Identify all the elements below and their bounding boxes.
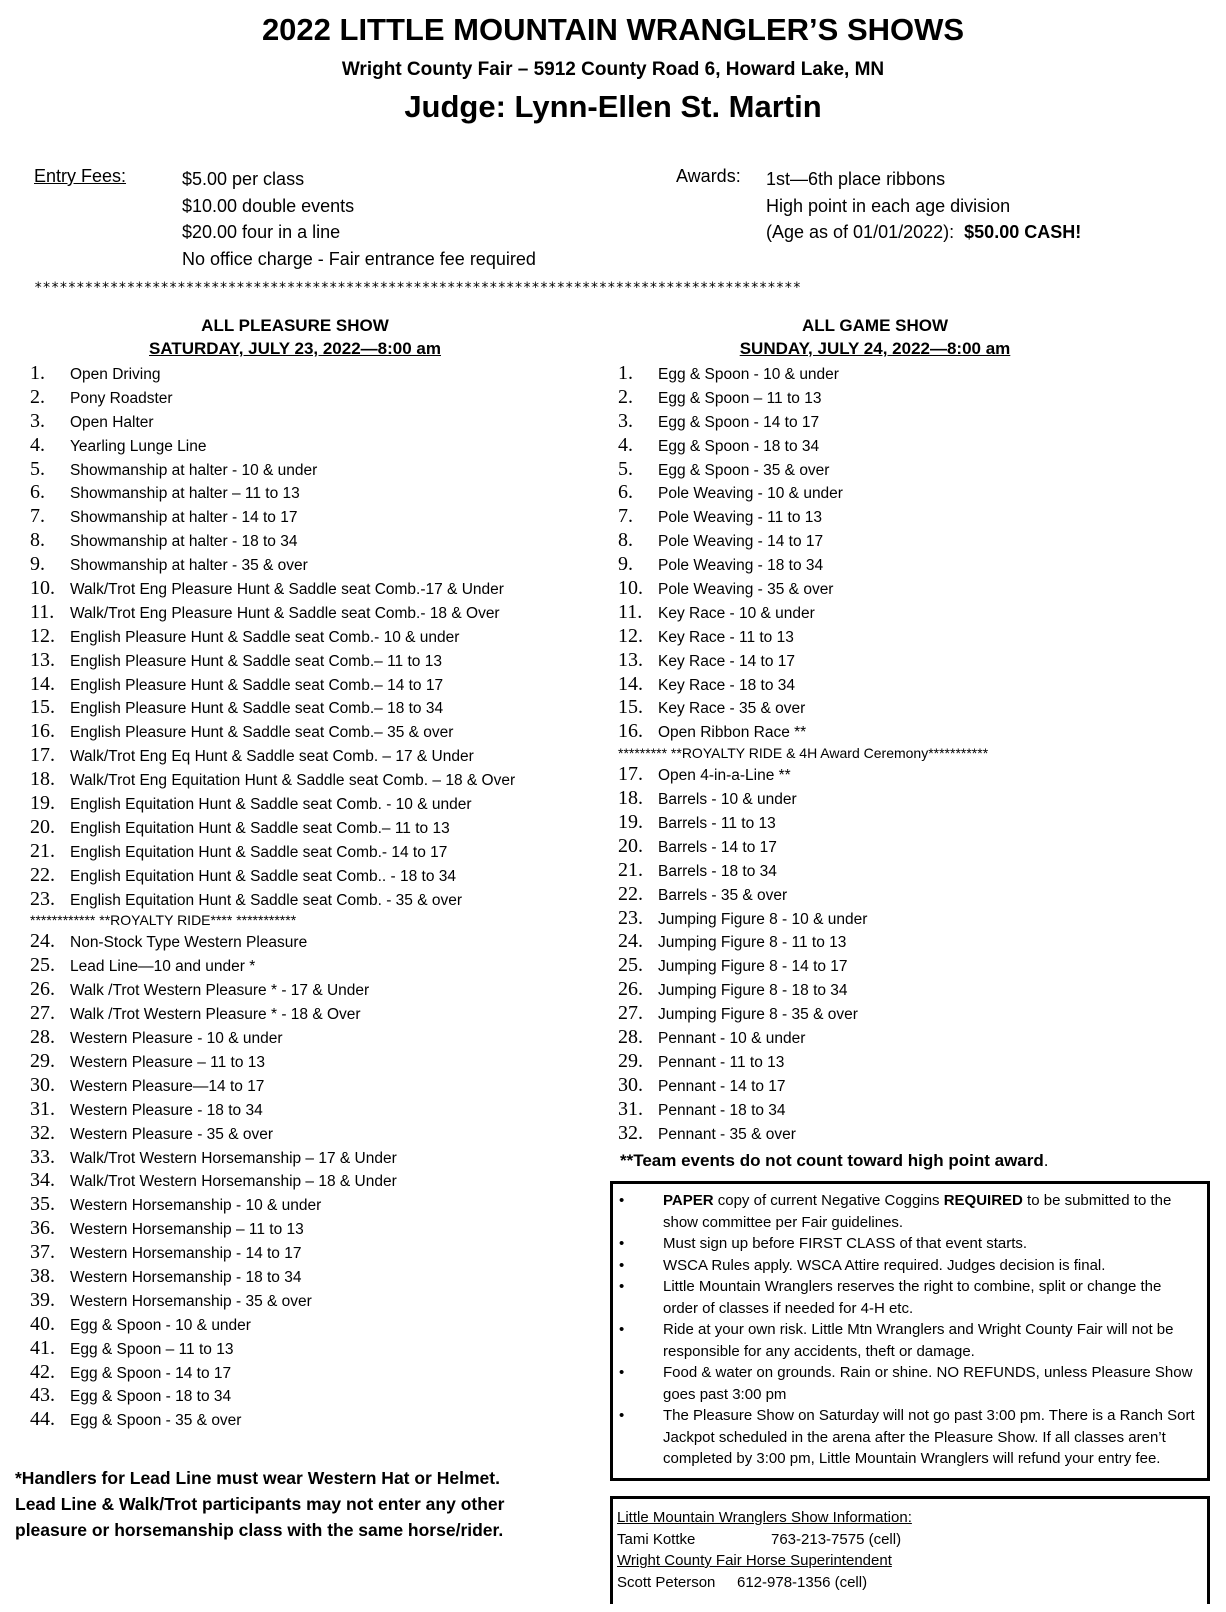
class-item: [618, 811, 988, 835]
class-number: 8.: [618, 529, 633, 552]
rule-item: • Food & water on grounds. Rain or shine. NO REFUNDS, unless Pleasure Show goes past 3:00 pm: [619, 1364, 1193, 1403]
class-name: Non-Stock Type Western Pleasure: [70, 934, 308, 952]
bullet-icon: •: [619, 1235, 625, 1252]
class-name: Egg & Spoon - 10 & under: [70, 1316, 251, 1334]
class-item: [30, 1050, 515, 1074]
game-show-title: ALL GAME SHOW: [801, 316, 949, 335]
class-item: [618, 386, 988, 410]
class-name: English Equitation Hunt & Saddle seat Comb.– 11 to 13: [70, 819, 450, 837]
class-name: Key Race - 10 & under: [658, 604, 815, 622]
class-item: [618, 505, 988, 529]
class-number: 26.: [30, 978, 55, 1001]
class-name: Open 4-in-a-Line **: [658, 767, 791, 785]
class-item: [618, 1074, 988, 1098]
entry-fees-label: Entry Fees:: [34, 166, 127, 186]
class-item: [30, 840, 515, 864]
class-name: Key Race - 11 to 13: [658, 628, 794, 646]
royalty-ride-divider: ********* **ROYALTY RIDE & 4H Award Ceremony***********: [618, 745, 989, 762]
class-number: 37.: [30, 1241, 55, 1264]
pleasure-show-title: ALL PLEASURE SHOW: [201, 316, 389, 335]
class-number: 12.: [618, 624, 643, 647]
class-item: [30, 864, 515, 888]
class-number: 12.: [30, 624, 55, 647]
class-name: Egg & Spoon - 14 to 17: [70, 1364, 232, 1382]
class-number: 23.: [618, 906, 643, 929]
bullet-icon: •: [619, 1321, 625, 1338]
class-number: 11.: [618, 600, 643, 623]
class-name: English Equitation Hunt & Saddle seat Comb. - 10 & under: [70, 796, 472, 814]
class-item: [618, 481, 988, 505]
class-name: Showmanship at halter - 35 & over: [70, 557, 308, 575]
class-number: 4.: [618, 433, 633, 456]
class-item: [618, 529, 988, 553]
class-number: 20.: [618, 834, 643, 857]
class-number: 16.: [618, 720, 643, 743]
class-number: 38.: [30, 1264, 55, 1287]
class-name: Egg & Spoon - 35 & over: [658, 461, 830, 479]
class-item: [30, 625, 515, 649]
class-item: [618, 625, 988, 649]
class-name: English Equitation Hunt & Saddle seat Comb.. - 18 to 34: [70, 867, 457, 885]
contact-heading: Wright County Fair Horse Superintendent: [617, 1552, 892, 1569]
class-name: Yearling Lunge Line: [70, 437, 207, 455]
class-name: Showmanship at halter - 18 to 34: [70, 533, 298, 551]
class-name: Pole Weaving - 35 & over: [658, 581, 834, 599]
class-number: 22.: [30, 863, 55, 886]
class-number: 36.: [30, 1217, 55, 1240]
class-name: Open Ribbon Race **: [658, 724, 807, 742]
class-number: 7.: [618, 505, 633, 528]
class-item: [618, 601, 988, 625]
class-item: [618, 696, 988, 720]
rule-item: • WSCA Rules apply. WSCA Attire required. Judges decision is final.: [617, 1255, 1199, 1277]
class-name: Jumping Figure 8 - 11 to 13: [658, 934, 847, 952]
class-name: Walk /Trot Western Pleasure * - 18 & Over: [70, 1006, 361, 1024]
class-name: Showmanship at halter - 14 to 17: [70, 509, 298, 527]
class-item: [30, 673, 515, 697]
royalty-ride-divider: ************ **ROYALTY RIDE**** ***********: [30, 912, 297, 929]
class-item: [618, 577, 988, 601]
class-number: 31.: [618, 1097, 643, 1120]
class-name: Walk/Trot Eng Equitation Hunt & Saddle seat Comb. – 18 & Over: [70, 772, 516, 790]
class-number: 24.: [618, 930, 643, 953]
class-number: 43.: [30, 1384, 55, 1407]
award-item: [766, 219, 1081, 246]
awards-label: Awards:: [676, 166, 741, 186]
class-item: [618, 763, 988, 787]
class-name: Barrels - 14 to 17: [658, 838, 777, 856]
awards-list: [766, 166, 1081, 246]
class-item: [30, 1289, 515, 1313]
class-number: 32.: [30, 1121, 55, 1144]
class-item: [30, 1193, 515, 1217]
class-number: 2.: [30, 385, 45, 408]
class-item: [618, 553, 988, 577]
class-item: [618, 458, 988, 482]
class-number: 14.: [618, 672, 643, 695]
class-item: [30, 505, 515, 529]
bullet-icon: •: [619, 1278, 625, 1295]
class-name: Egg & Spoon - 18 to 34: [70, 1388, 232, 1406]
class-item: [618, 930, 988, 954]
class-number: 27.: [618, 1002, 643, 1025]
class-item: [30, 1241, 515, 1265]
class-number: 21.: [618, 858, 643, 881]
class-number: 14.: [30, 672, 55, 695]
section-divider: *******************************************************************************************: [34, 280, 802, 296]
class-item: [618, 978, 988, 1002]
class-number: 18.: [618, 787, 643, 810]
fee-item: No office charge - Fair entrance fee required: [182, 248, 536, 269]
award-item: 1st—6th place ribbons: [766, 169, 946, 189]
class-name: Jumping Figure 8 - 35 & over: [658, 1006, 858, 1024]
class-name: Walk/Trot Eng Pleasure Hunt & Saddle seat Comb.-17 & Under: [70, 581, 504, 599]
class-name: Pony Roadster: [70, 389, 173, 407]
class-number: 13.: [618, 648, 643, 671]
rule-item: • Ride at your own risk. Little Mtn Wranglers and Wright County Fair will not be responsible for any accidents, theft or damage.: [619, 1321, 1174, 1360]
class-item: [618, 410, 988, 434]
bullet-icon: •: [619, 1407, 625, 1424]
class-item: [30, 577, 515, 601]
contact-row: [617, 1572, 1207, 1594]
bullet-icon: •: [619, 1192, 625, 1209]
class-number: 29.: [618, 1049, 643, 1072]
award-item: High point in each age division: [766, 195, 1011, 216]
contact-heading: Little Mountain Wranglers Show Information:: [617, 1509, 912, 1526]
class-name: Barrels - 11 to 13: [658, 815, 776, 833]
class-item: [618, 649, 988, 673]
class-item: [618, 720, 988, 744]
rules-box: [610, 1181, 1210, 1481]
class-number: 2.: [618, 385, 633, 408]
class-item: [30, 1169, 515, 1193]
class-item: [30, 696, 515, 720]
class-name: English Pleasure Hunt & Saddle seat Comb.- 10 & under: [70, 628, 460, 646]
class-name: Pole Weaving - 10 & under: [658, 485, 843, 503]
rule-item: • PAPER copy of current Negative Coggins REQUIRED to be submitted to the show committee per Fair guidelines.: [619, 1192, 1172, 1231]
class-name: English Equitation Hunt & Saddle seat Comb. - 35 & over: [70, 891, 463, 909]
class-name: Walk/Trot Western Horsemanship – 18 & Under: [70, 1173, 397, 1191]
class-number: 32.: [618, 1121, 643, 1144]
class-name: Jumping Figure 8 - 14 to 17: [658, 958, 848, 976]
class-item: [30, 1146, 515, 1170]
class-name: Western Pleasure - 10 & under: [70, 1030, 283, 1048]
class-number: 17.: [30, 744, 55, 767]
class-number: 5.: [618, 457, 633, 480]
class-item: [618, 883, 988, 907]
class-number: 3.: [30, 409, 45, 432]
class-name: Egg & Spoon – 11 to 13: [658, 389, 822, 407]
class-item: [30, 649, 515, 673]
class-number: 20.: [30, 815, 55, 838]
class-number: 21.: [30, 839, 55, 862]
class-name: Pennant - 14 to 17: [658, 1077, 786, 1095]
class-number: 25.: [618, 954, 643, 977]
contact-box: [610, 1496, 1210, 1604]
class-name: Egg & Spoon - 10 & under: [658, 366, 839, 383]
class-item: [30, 434, 515, 458]
class-name: Egg & Spoon - 35 & over: [70, 1412, 242, 1430]
class-item: [30, 1313, 515, 1337]
class-item: [30, 1361, 515, 1385]
class-name: Western Horsemanship – 11 to 13: [70, 1221, 304, 1239]
class-item: [30, 553, 515, 577]
class-item: [30, 1337, 515, 1361]
class-number: 28.: [618, 1026, 643, 1049]
class-number: 6.: [30, 481, 45, 504]
class-number: 7.: [30, 505, 45, 528]
class-item: [618, 1050, 988, 1074]
class-name: Walk/Trot Eng Pleasure Hunt & Saddle seat Comb.- 18 & Over: [70, 604, 500, 622]
event-location: Wright County Fair – 5912 County Road 6, Howard Lake, MN: [341, 59, 885, 80]
class-item: [618, 787, 988, 811]
class-number: 1.: [618, 362, 633, 384]
class-item: [30, 888, 515, 912]
class-name: English Equitation Hunt & Saddle seat Comb.- 14 to 17: [70, 843, 448, 861]
class-item: [30, 1384, 515, 1408]
class-number: 15.: [30, 696, 55, 719]
class-number: 26.: [618, 978, 643, 1001]
rule-item: • Little Mountain Wranglers reserves the right to combine, split or change the order of classes if needed for 4-H etc.: [619, 1278, 1162, 1317]
class-number: 9.: [618, 553, 633, 576]
page-title: 2022 LITTLE MOUNTAIN WRANGLER’S SHOWS: [261, 12, 965, 47]
class-number: 33.: [30, 1145, 55, 1168]
class-name: Showmanship at halter - 10 & under: [70, 461, 318, 479]
class-item: [618, 362, 988, 386]
class-name: Western Horsemanship - 35 & over: [70, 1292, 312, 1310]
class-name: Key Race - 18 to 34: [658, 676, 795, 694]
class-name: Open Halter: [70, 413, 154, 431]
class-number: 11.: [30, 600, 55, 623]
class-item: [618, 1002, 988, 1026]
class-item: [618, 434, 988, 458]
class-number: 19.: [618, 811, 643, 834]
class-item: [30, 768, 515, 792]
pleasure-show-date: SATURDAY, JULY 23, 2022—8:00 am: [149, 339, 441, 358]
class-name: Western Pleasure - 18 to 34: [70, 1101, 263, 1119]
pleasure-show-heading: [60, 314, 530, 360]
class-number: 39.: [30, 1288, 55, 1311]
class-item: [30, 1122, 515, 1146]
contact-phone: 763-213-7575 (cell): [771, 1530, 902, 1548]
bullet-icon: •: [619, 1364, 625, 1381]
class-item: [618, 954, 988, 978]
class-name: Egg & Spoon - 18 to 34: [658, 437, 820, 455]
class-number: 15.: [618, 696, 643, 719]
class-name: Lead Line—10 and under *: [70, 958, 256, 976]
class-number: 30.: [30, 1073, 55, 1096]
rule-item: • The Pleasure Show on Saturday will not go past 3:00 pm. There is a Ranch Sort Jackpot scheduled in the arena after the Pleasure Show. If all classes aren’t completed by 3:00 pm, Little Mountain Wranglers will refund your entry fee.: [619, 1407, 1195, 1467]
class-item: [30, 458, 515, 482]
class-number: 19.: [30, 792, 55, 815]
lead-line-note: *Handlers for Lead Line must wear Western Hat or Helmet. Lead Line & Walk/Trot participants may not enter any other pleasure or horsemanship class with the same horse/rider.: [15, 1468, 505, 1540]
class-name: Jumping Figure 8 - 10 & under: [658, 910, 868, 928]
contact-name: Scott Peterson: [617, 1573, 716, 1591]
team-events-note: **Team events do not count toward high point award.: [620, 1151, 1049, 1170]
class-item: [30, 1265, 515, 1289]
class-item: [30, 816, 515, 840]
class-number: 18.: [30, 768, 55, 791]
class-number: 31.: [30, 1097, 55, 1120]
class-name: Western Horsemanship - 14 to 17: [70, 1245, 302, 1263]
class-item: [30, 1074, 515, 1098]
contact-phone: 612-978-1356 (cell): [737, 1573, 868, 1591]
class-item: [30, 954, 515, 978]
class-item: [618, 1026, 988, 1050]
class-item: [30, 1002, 515, 1026]
class-item: [618, 907, 988, 931]
class-item: [30, 529, 515, 553]
class-name: Open Driving: [70, 366, 161, 383]
class-number: 10.: [30, 577, 55, 600]
class-name: Showmanship at halter – 11 to 13: [70, 485, 300, 503]
class-item: [618, 1098, 988, 1122]
class-name: Western Horsemanship - 18 to 34: [70, 1268, 302, 1286]
class-number: 9.: [30, 553, 45, 576]
class-name: English Pleasure Hunt & Saddle seat Comb.– 11 to 13: [70, 652, 442, 670]
class-number: 40.: [30, 1312, 55, 1335]
class-number: 24.: [30, 930, 55, 953]
class-name: Egg & Spoon – 11 to 13: [70, 1340, 234, 1358]
class-number: 41.: [30, 1336, 55, 1359]
fee-item: $5.00 per class: [182, 169, 305, 189]
class-name: Pole Weaving - 14 to 17: [658, 533, 824, 551]
class-number: 34.: [30, 1169, 55, 1192]
class-item: [30, 386, 515, 410]
class-number: 13.: [30, 648, 55, 671]
class-name: Pole Weaving - 11 to 13: [658, 509, 822, 527]
class-number: 1.: [30, 362, 45, 384]
rule-item: • Must sign up before FIRST CLASS of that event starts.: [617, 1233, 1199, 1255]
judge-name: Judge: Lynn-Ellen St. Martin: [404, 89, 822, 124]
class-number: 42.: [30, 1360, 55, 1383]
class-item: [30, 481, 515, 505]
game-class-list: [618, 362, 988, 1146]
class-item: [30, 978, 515, 1002]
class-name: Egg & Spoon - 14 to 17: [658, 413, 820, 431]
class-name: Barrels - 35 & over: [658, 886, 788, 904]
contact-row: [617, 1529, 1207, 1551]
class-item: [30, 792, 515, 816]
class-item: [30, 930, 515, 954]
class-number: 5.: [30, 457, 45, 480]
class-name: Pennant - 35 & over: [658, 1125, 796, 1143]
class-name: Walk /Trot Western Pleasure * - 17 & Under: [70, 982, 370, 1000]
class-name: Western Pleasure—14 to 17: [70, 1077, 265, 1095]
class-number: 16.: [30, 720, 55, 743]
class-name: Barrels - 10 & under: [658, 791, 797, 809]
class-item: [30, 744, 515, 768]
class-number: 6.: [618, 481, 633, 504]
pleasure-class-list: [30, 362, 515, 1432]
class-name: Barrels - 18 to 34: [658, 862, 777, 880]
class-name: Pennant - 10 & under: [658, 1030, 806, 1048]
bullet-icon: •: [619, 1256, 625, 1274]
class-number: 10.: [618, 577, 643, 600]
award-cash: $50.00 CASH!: [964, 222, 1082, 242]
class-name: Jumping Figure 8 - 18 to 34: [658, 982, 848, 1000]
rules-list: [617, 1190, 1199, 1470]
class-name: Pole Weaving - 18 to 34: [658, 557, 824, 575]
class-number: 23.: [30, 887, 55, 910]
class-name: Western Pleasure – 11 to 13: [70, 1053, 266, 1071]
class-number: 8.: [30, 529, 45, 552]
class-name: Walk/Trot Eng Eq Hunt & Saddle seat Comb. – 17 & Under: [70, 748, 474, 766]
class-name: English Pleasure Hunt & Saddle seat Comb.– 35 & over: [70, 724, 454, 742]
fee-item: $10.00 double events: [182, 195, 355, 216]
class-name: Pennant - 18 to 34: [658, 1101, 786, 1119]
class-name: English Pleasure Hunt & Saddle seat Comb.– 14 to 17: [70, 676, 444, 694]
class-number: 29.: [30, 1049, 55, 1072]
class-name: Key Race - 35 & over: [658, 700, 806, 718]
award-age-note: (Age as of 01/01/2022):: [766, 222, 955, 242]
class-item: [30, 720, 515, 744]
class-name: Western Horsemanship - 10 & under: [70, 1197, 322, 1215]
game-show-date: SUNDAY, JULY 24, 2022—8:00 am: [739, 339, 1011, 358]
class-name: Western Pleasure - 35 & over: [70, 1125, 274, 1143]
class-name: Pennant - 11 to 13: [658, 1053, 785, 1071]
class-item: [618, 859, 988, 883]
class-item: [30, 410, 515, 434]
entry-fees-list: [182, 166, 536, 272]
class-name: English Pleasure Hunt & Saddle seat Comb.– 18 to 34: [70, 700, 444, 718]
fee-item: $20.00 four in a line: [182, 222, 341, 242]
class-number: 27.: [30, 1002, 55, 1025]
class-item: [618, 673, 988, 697]
class-number: 3.: [618, 409, 633, 432]
class-name: Key Race - 14 to 17: [658, 652, 795, 670]
class-number: 44.: [30, 1408, 55, 1431]
class-number: 17.: [618, 763, 643, 786]
class-item: [30, 1217, 515, 1241]
class-name: Walk/Trot Western Horsemanship – 17 & Under: [70, 1149, 397, 1167]
class-item: [618, 1122, 988, 1146]
game-show-heading: [640, 314, 1110, 360]
class-number: 30.: [618, 1073, 643, 1096]
class-number: 35.: [30, 1193, 55, 1216]
class-item: [30, 1408, 515, 1432]
class-item: [30, 1098, 515, 1122]
class-number: 22.: [618, 882, 643, 905]
class-item: [30, 1026, 515, 1050]
class-number: 28.: [30, 1026, 55, 1049]
contact-name: Tami Kottke: [617, 1530, 696, 1548]
class-item: [30, 601, 515, 625]
class-number: 25.: [30, 954, 55, 977]
class-number: 4.: [30, 433, 45, 456]
class-item: [618, 835, 988, 859]
class-item: [30, 362, 515, 386]
